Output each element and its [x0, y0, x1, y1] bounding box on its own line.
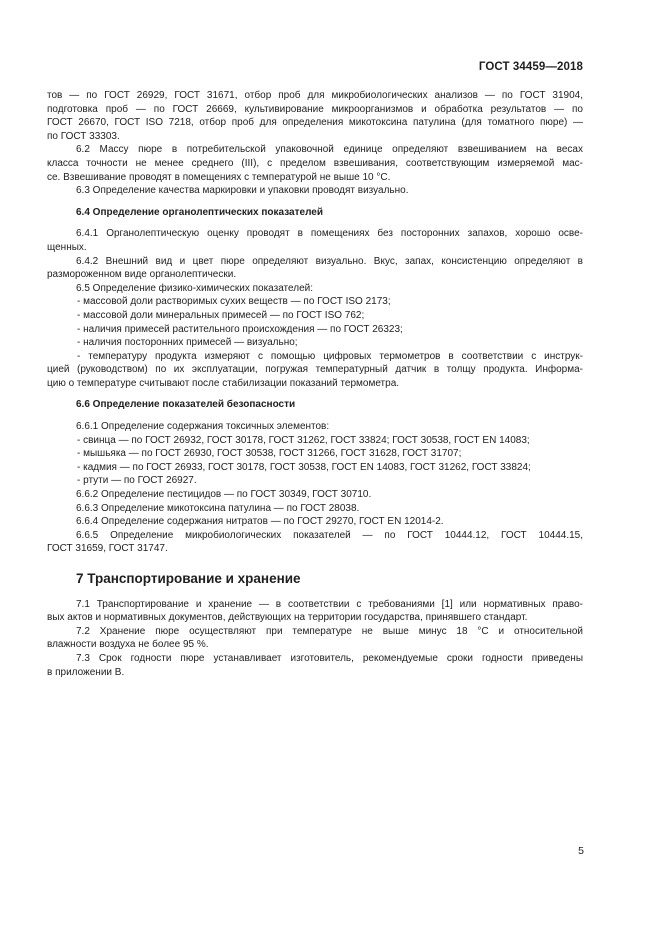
- text-line: 6.4.1 Органолептическую оценку проводят в помещениях без посторонних запахов, хорошо осве-: [76, 228, 583, 240]
- paragraph-6-6-5: [47, 529, 583, 556]
- document-code: ГОСТ 34459—2018: [478, 61, 583, 73]
- paragraph-6-2: [47, 143, 583, 184]
- list-item: - мышьяка — по ГОСТ 26930, ГОСТ 30538, ГОСТ 31266, ГОСТ 31628, ГОСТ 31707;: [77, 448, 462, 460]
- text-line: вых актов и нормативных документов, действующих на территории государства, принявшего стандарт.: [47, 612, 528, 624]
- section-heading-7: 7 Транспортирование и хранение: [76, 571, 301, 586]
- paragraph-6-6-1-intro: 6.6.1 Определение содержания токсичных элементов:: [76, 421, 330, 433]
- list-item: - наличия посторонних примесей — визуально;: [77, 337, 298, 349]
- list-item: - массовой доли растворимых сухих веществ — по ГОСТ ISO 2173;: [77, 296, 391, 308]
- paragraph-intro-continuation: [47, 89, 583, 143]
- text-line: 6.6.5 Определение микробиологических показателей — по ГОСТ 10444.12, ГОСТ 10444.15,: [76, 529, 583, 541]
- page-number: 5: [578, 845, 584, 857]
- paragraph-6-6-3: 6.6.3 Определение микотоксина патулина — по ГОСТ 28038.: [76, 502, 360, 514]
- text-line: размороженном виде органолептически.: [47, 269, 237, 281]
- list-item: - массовой доли минеральных примесей — по ГОСТ ISO 762;: [77, 309, 365, 321]
- text-line: 7.3 Срок годности пюре устанавливает изготовитель, рекомендуемые сроки годности приведены: [76, 652, 583, 664]
- text-line: ГОСТ 31659, ГОСТ 31747.: [47, 543, 168, 555]
- text-line: щенных.: [47, 241, 87, 253]
- paragraph-7-2: [47, 625, 583, 652]
- paragraph-6-3: 6.3 Определение качества маркировки и упаковки проводят визуально.: [76, 185, 409, 197]
- page-body: [47, 89, 583, 679]
- paragraph-6-4-2: [47, 255, 583, 282]
- text-line: се. Взвешивание проводят в помещениях с температурой не выше 10 °C.: [47, 171, 391, 183]
- list-item: - ртути — по ГОСТ 26927.: [77, 475, 197, 487]
- text-line: 7.1 Транспортирование и хранение — в соответствии с требованиями [1] или нормативных право-: [76, 598, 583, 610]
- text-line: цию о температуре считывают после стабилизации показаний термометра.: [47, 377, 400, 389]
- text-line: подготовка проб — по ГОСТ 26669, культивирование микроорганизмов и обработка результатов — по: [47, 103, 583, 115]
- text-line: влажности воздуха не более 95 %.: [47, 639, 209, 651]
- text-line: ГОСТ 26670, ГОСТ ISO 7218, отбор проб для определения микотоксина патулина (для томатного пюре) —: [47, 117, 583, 129]
- paragraph-6-6-2: 6.6.2 Определение пестицидов — по ГОСТ 30349, ГОСТ 30710.: [76, 489, 372, 501]
- text-line: тов — по ГОСТ 26929, ГОСТ 31671, отбор проб для микробиологических анализов — по ГОСТ 31904,: [47, 90, 583, 101]
- paragraph-6-5-intro: 6.5 Определение физико-химических показателей:: [76, 282, 314, 294]
- list-item: - свинца — по ГОСТ 26932, ГОСТ 30178, ГОСТ 31262, ГОСТ 33824; ГОСТ 30538, ГОСТ EN 14083;: [77, 434, 530, 446]
- text-line: класса точности не менее среднего (III), с пределом взвешивания, соответствующим измеряемой мас-: [47, 157, 583, 169]
- section-heading-6-4: 6.4 Определение органолептических показателей: [76, 206, 324, 218]
- text-line: по ГОСТ 33303.: [47, 130, 120, 142]
- paragraph-6-6-4: 6.6.4 Определение содержания нитратов — по ГОСТ 29270, ГОСТ EN 12014-2.: [76, 516, 444, 528]
- list-item: - кадмия — по ГОСТ 26933, ГОСТ 30178, ГОСТ 30538, ГОСТ EN 14083, ГОСТ 31262, ГОСТ 33824;: [77, 461, 531, 473]
- text-line: 6.2 Массу пюре в потребительской упаковочной единице определяют взвешиванием на весах: [76, 144, 583, 156]
- text-line: - температуру продукта измеряют с помощью цифровых термометров в соответствии с инструк-: [77, 350, 583, 362]
- paragraph-7-1: [47, 598, 583, 625]
- list-item-temperature: [47, 350, 583, 391]
- text-line: 7.2 Хранение пюре осуществляют при температуре не выше минус 18 °C и относительной: [76, 625, 583, 637]
- section-heading-6-6: 6.6 Определение показателей безопасности: [76, 399, 296, 411]
- text-line: 6.4.2 Внешний вид и цвет пюре определяют визуально. Вкус, запах, консистенцию определяют в: [76, 255, 583, 267]
- list-item: - наличия примесей растительного происхождения — по ГОСТ 26323;: [77, 323, 403, 335]
- text-line: цией (руководством) по их эксплуатации, погружая температурный датчик в толщу продукта. Информа-: [47, 364, 583, 376]
- paragraph-7-3: [47, 652, 583, 679]
- text-line: в приложении В.: [47, 666, 125, 678]
- paragraph-6-4-1: [47, 227, 583, 254]
